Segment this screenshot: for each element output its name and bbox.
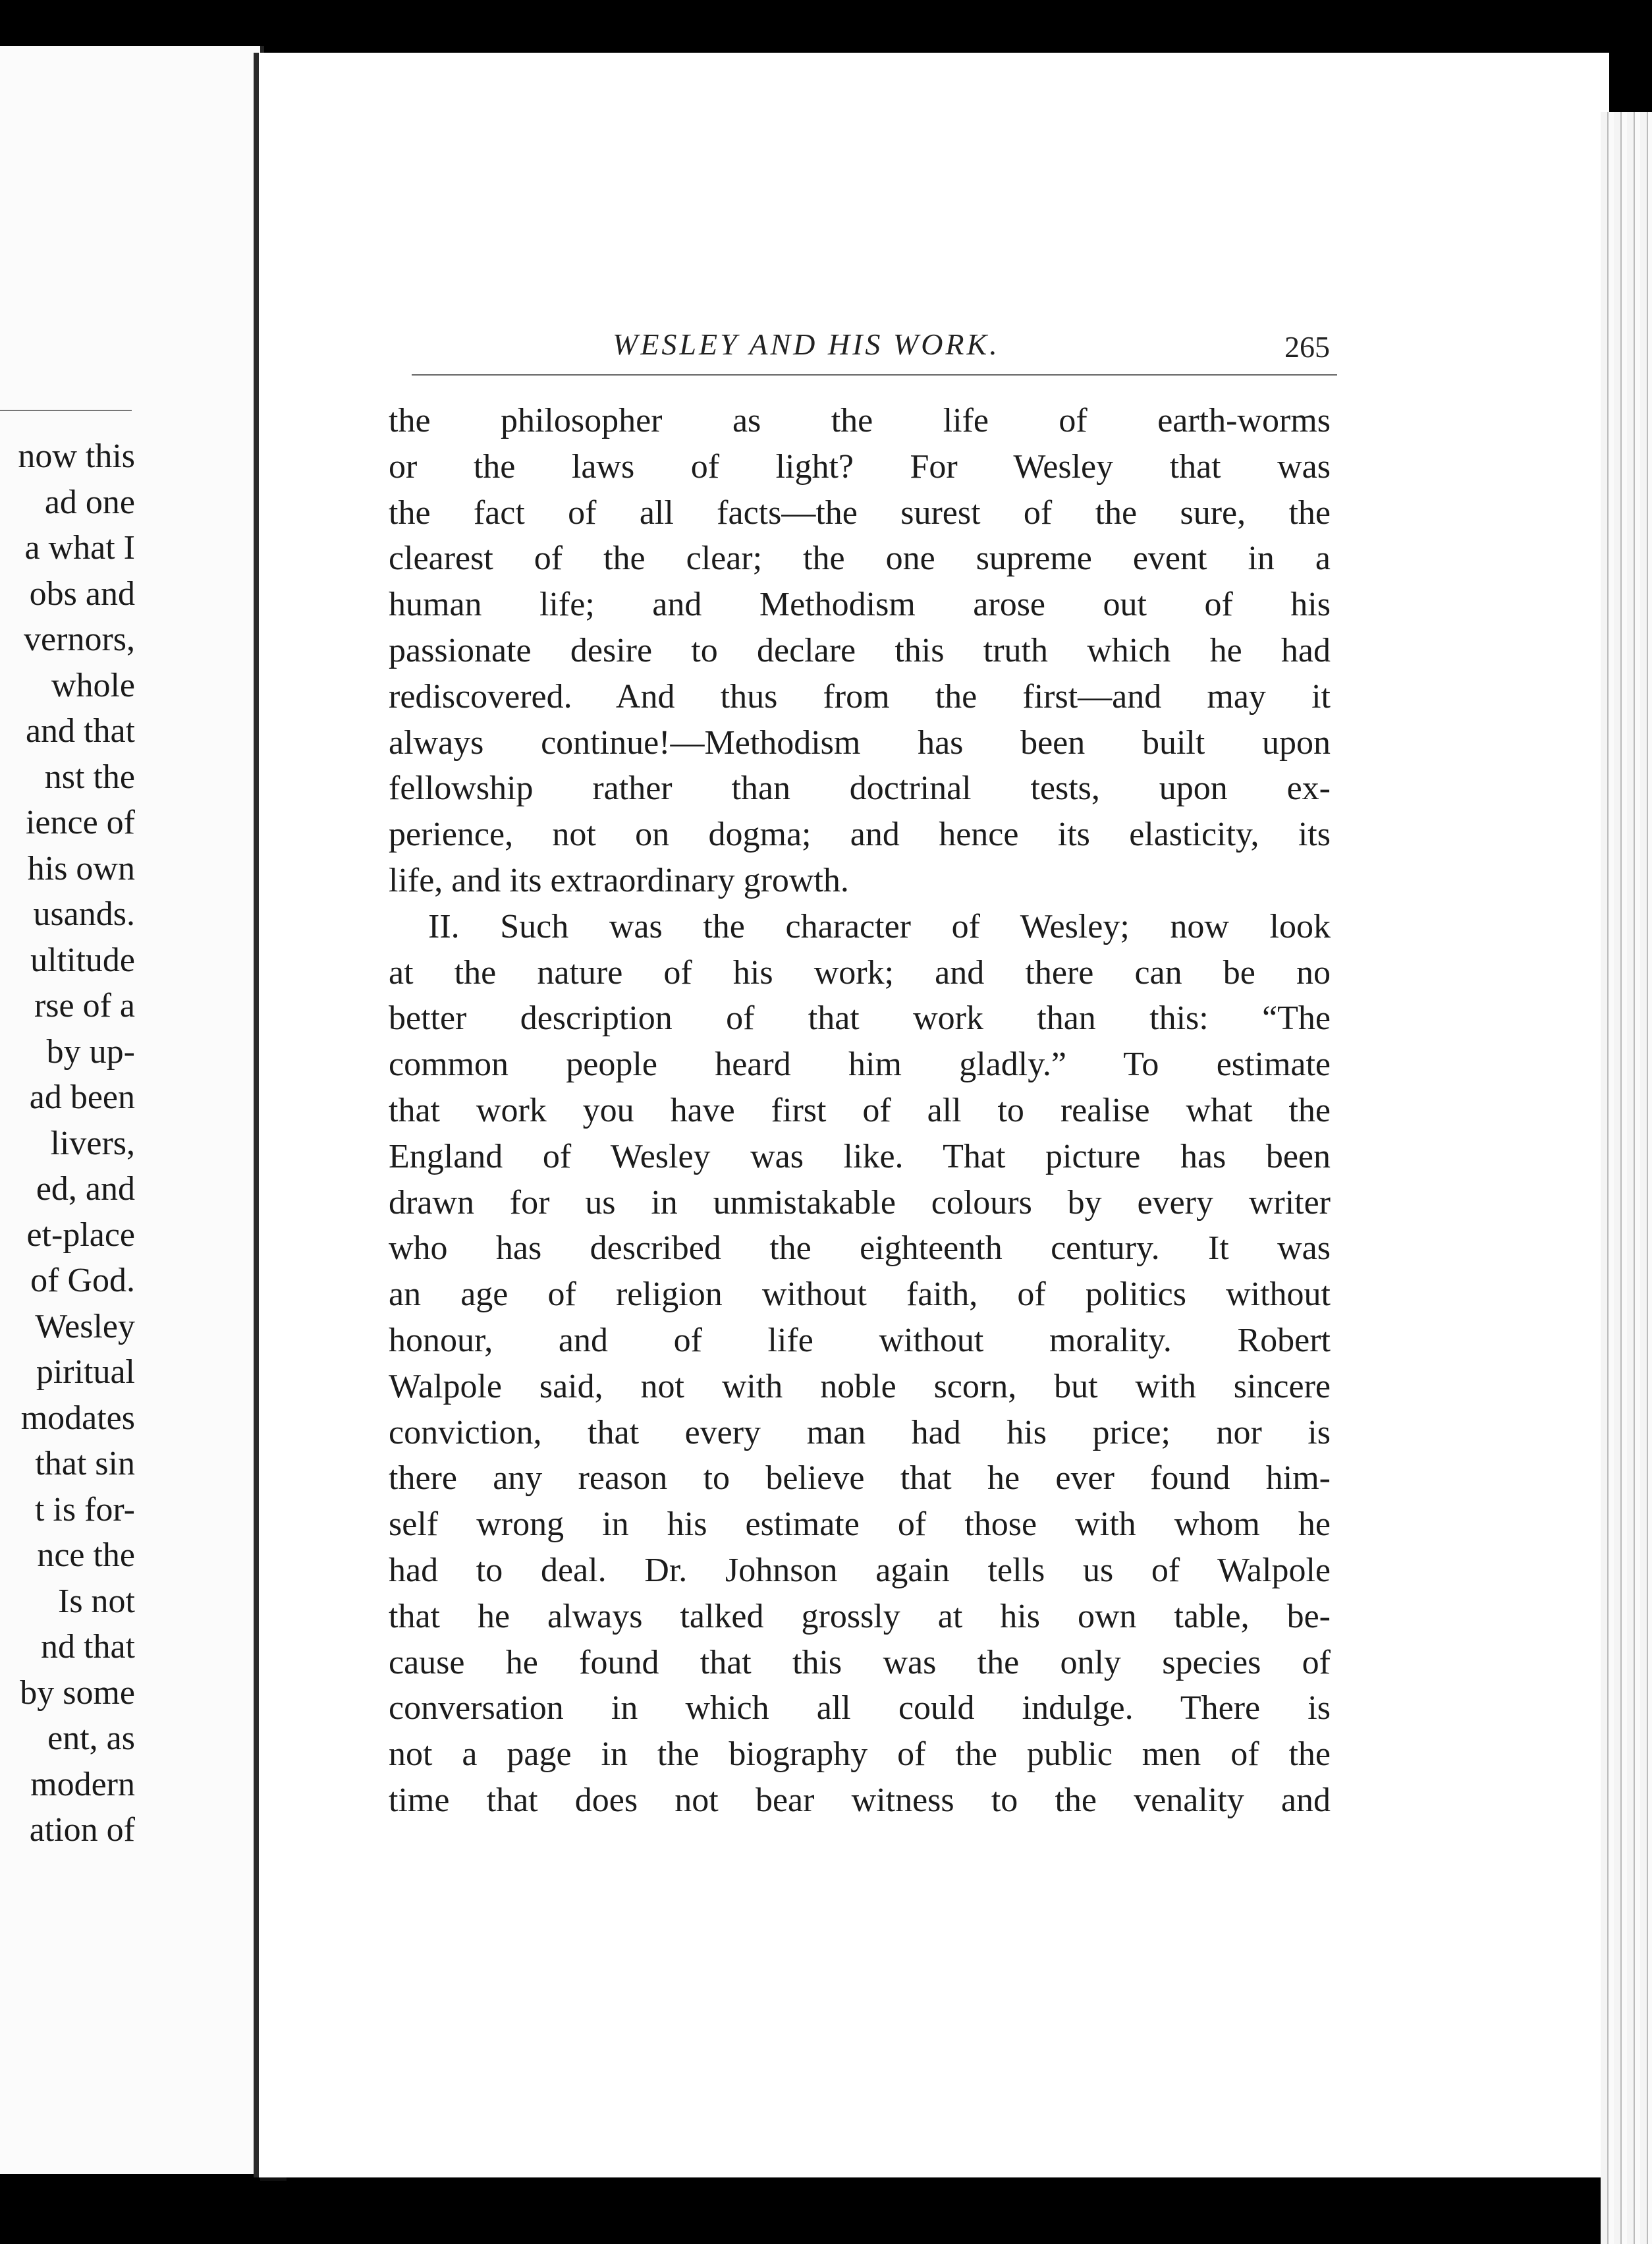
left-line: ad one [44,483,135,521]
left-line: modates [20,1399,135,1437]
text-line: conviction, that every man had his price; nor is [389,1413,1331,1451]
left-line: usands. [33,895,135,933]
left-line: whole [51,666,135,704]
left-line: of God. [30,1262,135,1299]
left-line: Is not [58,1582,135,1620]
left-line: ience of [25,804,135,841]
text-line: rediscovered. And thus from the first—and may it [389,677,1331,715]
left-line: that sin [35,1445,135,1482]
text-line: fellowship rather than doctrinal tests, upon ex- [389,770,1331,808]
text-line: or the laws of light? For Wesley that was [389,447,1331,486]
left-line: now this [18,437,135,475]
text-line: conversation in which all could indulge. There is [389,1689,1331,1727]
left-line: piritual [36,1353,135,1391]
text-line: clearest of the clear; the one supreme event in a [389,540,1331,578]
left-line: rse of a [34,987,135,1024]
header-rule [412,374,1337,376]
left-line: ultitude [30,941,135,979]
text-line: the philosopher as the life of earth-worms [389,402,1331,439]
left-line: his own [27,849,135,887]
text-line: better description of that work than this: “The [389,999,1331,1038]
text-line: II. Such was the character of Wesley; now look [428,907,1331,945]
text-line: that work you have first of all to realise what the [389,1091,1331,1129]
left-line: livers, [50,1124,135,1162]
left-line: obs and [29,575,135,613]
left-line: ed, and [36,1170,135,1208]
text-line: had to deal. Dr. Johnson again tells us of Walpole [389,1551,1331,1589]
text-line: life, and its extraordinary growth. [389,861,849,899]
text-line: who has described the eighteenth century. It was [389,1229,1331,1268]
left-line: t is for- [34,1490,135,1529]
text-line: the fact of all facts—the surest of the sure, the [389,493,1331,532]
left-line: Wesley [35,1307,135,1345]
left-line: nce the [37,1536,135,1574]
left-line: a what I [24,529,135,567]
page-number: 265 [1284,330,1330,364]
text-line: self wrong in his estimate of those with whom he [389,1505,1331,1544]
left-line: nd that [41,1628,135,1666]
left-line: and that [25,712,135,750]
text-line: Walpole said, not with noble scorn, but with sincere [389,1367,1331,1405]
left-header-rule [0,410,132,411]
page-stack-edge [1601,112,1652,2244]
left-line: vernors, [24,621,135,658]
text-line: at the nature of his work; and there can be no [389,953,1331,992]
left-line: nst the [44,758,135,796]
running-title: WESLEY AND HIS WORK. [613,327,1000,361]
text-line: passionate desire to declare this truth which he had [389,631,1331,669]
text-line: drawn for us in unmistakable colours by every writer [389,1183,1331,1221]
text-line: that he always talked grossly at his own table, be- [389,1597,1331,1635]
text-line: not a page in the biography of the public men of the [389,1735,1331,1774]
left-line: et-place [26,1216,135,1254]
left-line: ent, as [47,1720,135,1757]
left-line: by some [20,1673,135,1712]
text-line: an age of religion without faith, of politics without [389,1276,1331,1314]
text-line: common people heard him gladly.” To estimate [389,1046,1331,1084]
left-line: ad been [29,1079,135,1116]
body-text [389,398,1331,1824]
text-line: human life; and Methodism arose out of his [389,586,1331,624]
text-line: England of Wesley was like. That picture has been [389,1137,1331,1175]
text-line: there any reason to believe that he ever found him- [389,1459,1331,1498]
left-line: modern [30,1765,135,1803]
left-line: ation of [29,1811,135,1849]
text-line: time that does not bear witness to the venality and [389,1781,1331,1819]
text-line: honour, and of life without morality. Robert [389,1321,1331,1359]
text-line: always continue!—Methodism has been built upon [389,723,1331,762]
text-line: cause he found that this was the only species of [389,1643,1331,1681]
left-line: by up- [46,1032,135,1071]
left-page [0,46,264,2174]
left-page-text [18,434,135,1853]
text-line: perience, not on dogma; and hence its elasticity, its [389,816,1331,854]
